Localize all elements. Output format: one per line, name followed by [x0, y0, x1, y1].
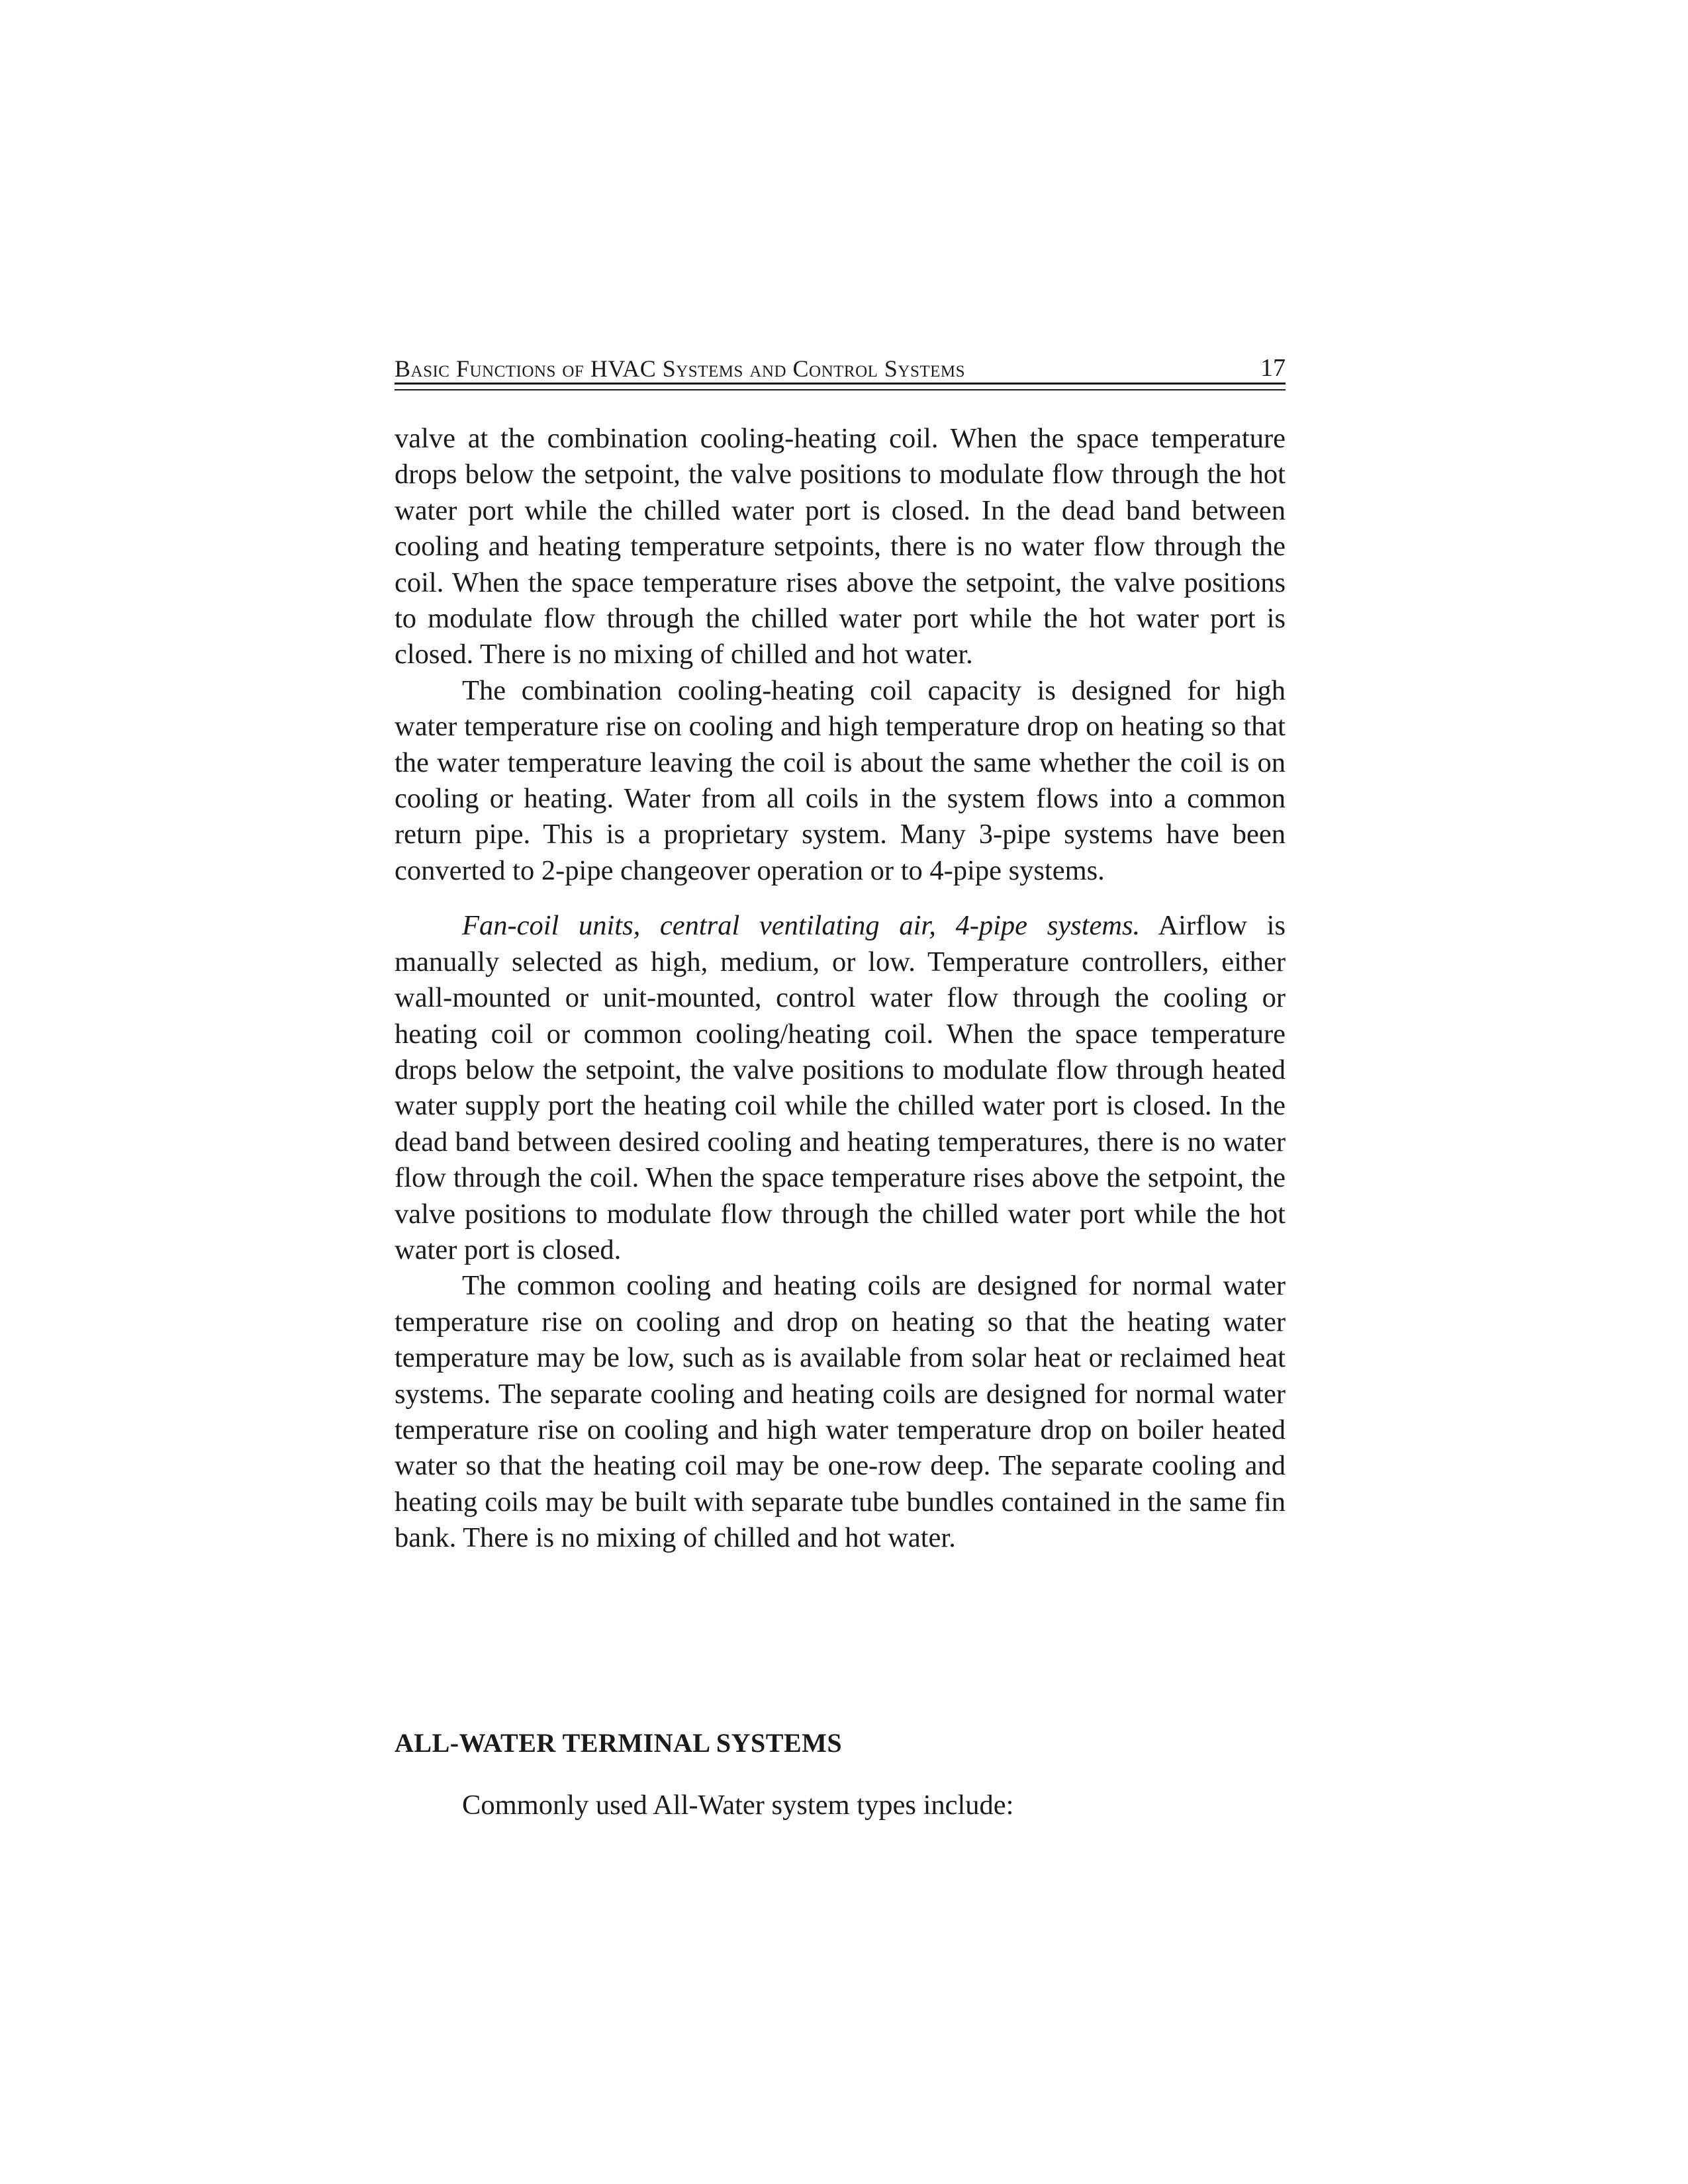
header-rule-thin — [395, 389, 1286, 390]
section-intro: Commonly used All-Water system types include: — [462, 1790, 1014, 1821]
running-title: Basic Functions of HVAC Systems and Control Systems — [395, 355, 966, 382]
page-number: 17 — [1260, 354, 1286, 382]
paragraph-3 — [395, 908, 1286, 1268]
header-rule-thick — [395, 383, 1286, 385]
paragraph-1: valve at the combination cooling-heating coil. When the space temperature drops below the setpoint, the valve positions to modulate flow through the hot water port while the chilled water port is closed. In the dead band between cooling and heating temperature setpoints, there is no water flow through the coil. When the space temperature rises above the setpoint, the valve positions to modulate flow through the chilled water port while the hot water port is closed. There is no mixing of chilled and hot water. — [395, 423, 1286, 670]
paragraph-2: The combination cooling-heating coil capacity is designed for high water temperature rise on cooling and high temperature drop on heating so that the water temperature leaving the coil is about the same whether the coil is on cooling or heating. Water from all coils in the system flows into a common return pipe. This is a proprietary system. Many 3-pipe systems have been converted to 2-pipe changeover operation or to 4-pipe systems. — [395, 674, 1286, 886]
paragraph-4: The common cooling and heating coils are designed for normal water temperature rise on cooling and drop on heating so that the heating water temperature may be low, such as is available from solar heat or reclaimed heat systems. The separate cooling and heating coils are designed for normal water temperature rise on cooling and high water temperature drop on boiler heated water so that the heating coil may be one-row deep. The separate cooling and heating coils may be built with separate tube bundles contained in the same fin bank. There is no mixing of chilled and hot water. — [395, 1270, 1286, 1554]
running-head — [395, 348, 1286, 388]
section-heading: ALL-WATER TERMINAL SYSTEMS — [395, 1728, 843, 1758]
paragraph-3-text: Airflow is manually selected as high, medium, or low. Temperature controllers, either wall-mounted or unit-mounted, control water flow through the cooling or heating coil or common cooling/heating coil. When the space temperature drops below the setpoint, the valve positions to modulate flow through heated water supply port the heating coil while the chilled water port is closed. In the dead band between desired cooling and heating temperatures, there is no water flow through the coil. When the space temperature rises above the setpoint, the valve positions to modulate flow through the chilled water port while the hot water port is closed. — [395, 910, 1286, 1265]
body-text — [395, 421, 1286, 1557]
paragraph-3-run-in-heading: Fan-coil units, central ventilating air, 4-pipe systems. — [462, 910, 1141, 942]
